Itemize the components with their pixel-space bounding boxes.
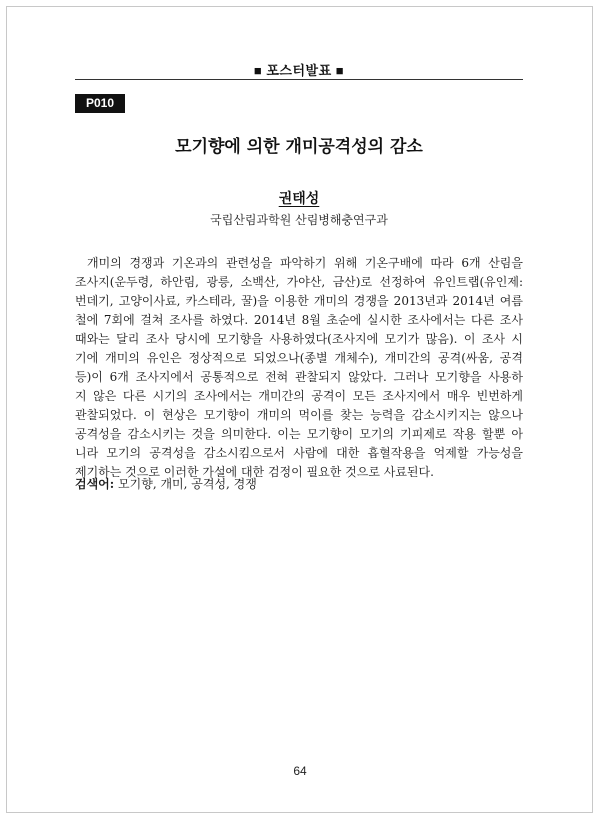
section-header: ■ 포스터발표 ■	[253, 63, 345, 78]
author-name-text: 권태성	[278, 191, 320, 207]
abstract-line: 등)이 6개 조사지에서 공통적으로 전혀 관찰되지 않았다. 그러나 모기향을 사용하	[75, 370, 523, 384]
abstract-line: 때와는 달리 조사 당시에 모기향을 사용하였다(조사지에 모기가 많음). 이 조사 시	[75, 332, 523, 346]
abstract-line: 니라 모기의 공격성을 감소시킴으로서 사람에 대한 흡혈작용을 억제할 가능성을	[75, 446, 523, 460]
abstract-line: 개미의 경쟁과 기온과의 관련성을 파악하기 위해 기온구배에 따라 6개 산림을	[87, 256, 523, 270]
header-divider	[75, 79, 523, 80]
abstract-line: 관찰되었다. 이 현상은 모기향이 개미의 먹이를 찾는 능력을 감소시키지는 않으나	[75, 408, 523, 422]
abstract-line: 공격성을 감소시키는 것을 의미한다. 이는 모기향이 모기의 기피제로 작용 할뿐 아	[75, 427, 523, 441]
abstract-line: 제기하는 것으로 이러한 가설에 대한 검정이 필요한 것으로 사료된다.	[75, 465, 434, 479]
keywords-row	[75, 475, 523, 492]
paper-code-badge: P010	[75, 94, 125, 113]
abstract-line: 기에 개미의 유인은 정상적으로 되었으나(종별 개체수), 개미간의 공격(싸움, 공격	[75, 351, 523, 365]
author-name	[75, 188, 523, 208]
keywords-list: 모기향, 개미, 공격성, 경쟁	[118, 477, 257, 491]
author-affiliation: 국립산림과학원 산림병해충연구과	[210, 213, 388, 227]
abstract-line: 번데기, 고양이사료, 카스테라, 꿀)을 이용한 개미의 경쟁을 2013년과 2014년 여름	[75, 294, 523, 308]
page-number: 64	[293, 764, 307, 778]
paper-title: 모기향에 의한 개미공격성의 감소	[175, 137, 423, 157]
abstract-line: 철에 7회에 걸쳐 조사를 하였다. 2014년 8월 초순에 실시한 조사에서는 다른 조사	[75, 313, 523, 327]
abstract-line: 지 않은 다른 시기의 조사에서는 개미간의 공격이 모든 조사지에서 매우 빈번하게	[75, 389, 523, 403]
abstract-line: 조사지(운두령, 하안림, 광릉, 소백산, 가야산, 금산)로 선정하여 유인트랩(유인제:	[75, 275, 523, 289]
abstract-body	[75, 254, 523, 482]
keywords-label: 검색어:	[75, 477, 115, 491]
